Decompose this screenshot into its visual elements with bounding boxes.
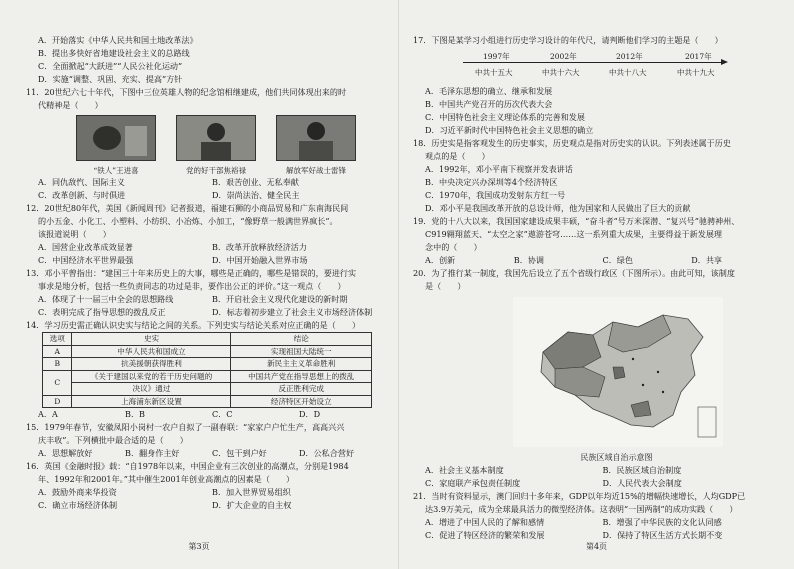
option-c: C．中国特色社会主义理论体系的完善和发展: [425, 112, 585, 122]
timeline-year: 1997年: [483, 52, 510, 61]
question-stem: 是（ ）: [425, 281, 466, 291]
option-c: C．全面掀起“大跃进”“人民公社化运动”: [38, 61, 183, 71]
question-10-options: [26, 34, 386, 86]
option-b: B．开启社会主义现代化建设的新时期: [212, 294, 348, 304]
fact-conclusion-table: [42, 332, 372, 408]
option-a: A．开始落实《中华人民共和国土地改革法》: [38, 35, 198, 45]
option-a: A．鼓励外商来华投资: [38, 487, 117, 497]
timeline-label: 中共十五大: [475, 68, 513, 77]
question-stem: 的小五金、小化工、小塑料、小纺织、小冶炼、小加工，“像野草一般满世界疯长”。: [38, 216, 338, 226]
option-b: B．民族区域自治制度: [602, 465, 682, 475]
question-18: [413, 137, 780, 215]
table-cell: 实现祖国大陆统一: [231, 345, 372, 358]
question-21: [413, 490, 780, 542]
option-c: C．包干到户好: [212, 448, 267, 458]
option-a: A．同仇敌忾、国际主义: [38, 177, 125, 187]
timeline-ruler: [423, 49, 753, 83]
table-cell: 反正胜利完成: [231, 383, 372, 396]
photo-jiao-yulu: [176, 115, 256, 176]
photo-lei-feng: [276, 115, 356, 176]
question-stem: 12．20世纪80年代，美国《新闻周刊》记者报道，福建石狮的小商品贸易和广东南海民间: [26, 203, 349, 213]
question-stem: 达3.9万美元，成为全球最具活力的微型经济体。这表明“一国两制”的成功实践（ ）: [425, 504, 738, 514]
table-row: [43, 370, 372, 383]
question-stem: 观点的是（ ）: [425, 151, 490, 161]
option-b: B．艰苦创业、无私奉献: [212, 177, 299, 187]
question-17: [413, 34, 780, 137]
answer-options: [26, 176, 386, 202]
option-a: A．国营企业改革成效显著: [38, 242, 133, 252]
question-stem: 14．学习历史需正确认识史实与结论之间的关系。下列史实与结论关系对应正确的是（ ）: [26, 320, 361, 330]
exam-page-4: [398, 0, 794, 569]
timeline-year: 2012年: [616, 52, 643, 61]
option-b: B．中国共产党召开的历次代表大会: [425, 99, 553, 109]
arrow-right-icon: [721, 59, 728, 65]
option-d: D．公私合营好: [299, 448, 355, 458]
question-stem: 13．邓小平曾指出：“建国三十年来历史上的大事，哪些是正确的，哪些是错误的，要进行实: [26, 268, 357, 278]
option-d: D．保持了特区生活方式长期不变: [602, 530, 723, 540]
question-16: [26, 460, 386, 512]
photo-caption: 党的好干部焦裕禄: [186, 166, 246, 175]
table-row: [43, 383, 372, 396]
option-d: D．实施“调整、巩固、充实、提高”方针: [38, 74, 183, 84]
table-cell: 新民主主义革命胜利: [231, 358, 372, 371]
option-a: A．思想解放好: [38, 448, 93, 458]
option-c: C．1970年，我国成功发射东方红一号: [425, 190, 566, 200]
question-stem: 事求是地分析，包括一些负责同志的功过是非，要作出公正的评价。”这一观点（ ）: [38, 281, 346, 291]
table-cell: 中华人民共和国成立: [72, 345, 231, 358]
hero-photo-image: [76, 115, 156, 161]
question-stem: 19．党的十八大以来，我国国家建设成果丰硕，“奋斗者”号万米深潜、“复兴号”驰骋神州、: [413, 216, 740, 226]
table-header-cell: 结论: [231, 333, 372, 346]
question-stem: 11．20世纪六七十年代，下图中三位英雄人物的纪念馆相继建成，他们共同体现出来的时: [26, 87, 347, 97]
table-cell: 《关于建国以来党的若干历史问题的: [72, 370, 231, 383]
question-stem: C919翱翔蓝天、“太空之家”遨游苍穹……这一系列重大成果，主要得益于新发展理: [425, 229, 723, 239]
option-a: A．A: [38, 409, 58, 419]
option-d: D．崇尚法治、健全民主: [212, 190, 300, 200]
answer-options: [26, 447, 386, 460]
table-header: [43, 333, 372, 346]
question-15: [26, 421, 386, 460]
question-stem: 念中的（ ）: [425, 242, 482, 252]
option-d: D．人民代表大会制度: [602, 478, 682, 488]
question-11: [26, 86, 386, 202]
answer-options: [26, 293, 386, 319]
option-d: D．D: [299, 409, 321, 419]
option-b: B．改革开放释放经济活力: [212, 242, 307, 252]
question-12: [26, 202, 386, 267]
question-13: [26, 267, 386, 319]
option-d: D．中国开始融入世界市场: [212, 255, 308, 265]
option-a: A．体现了十一届三中全会的思想路线: [38, 294, 174, 304]
table-cell: 经济特区开始设立: [231, 395, 372, 408]
table-header-cell: 选项: [43, 333, 72, 346]
option-c: C．中国经济水平世界最强: [38, 255, 134, 265]
option-d: D．标志着初步建立了社会主义市场经济体制: [212, 307, 373, 317]
question-stem: 21．当时有资料显示，澳门回归十多年来，GDP以年均近15%的增幅快速增长，人均GDP已: [413, 491, 746, 501]
answer-options: [26, 486, 386, 512]
answer-options: [26, 241, 386, 267]
china-autonomous-regions-map: [513, 297, 723, 447]
question-stem: 该报道说明（ ）: [38, 229, 111, 239]
table-header-cell: 史实: [72, 333, 231, 346]
option-b: B．增强了中华民族的文化认同感: [602, 517, 722, 527]
table-cell: C: [43, 370, 72, 395]
question-stem: 15．1979年春节，安徽凤阳小岗村一农户自拟了一副春联：“家家户户忙生产，高高兴兴: [26, 422, 345, 432]
timeline-label: 中共十六大: [542, 68, 580, 77]
option-b: B．提出多快好省地建设社会主义的总路线: [38, 48, 190, 58]
page-number: 第3页: [188, 542, 210, 551]
question-stem: 16．英国《金融时报》载：“自1978年以来，中国企业有三次创业的高潮点，分别是1984: [26, 461, 349, 471]
option-a: A．社会主义基本制度: [425, 465, 504, 475]
option-d: D．扩大企业的自主权: [212, 500, 292, 510]
question-stem: 20．为了推行某一制度，我国先后设立了五个省级行政区（下图所示）。由此可知，该制度: [413, 268, 735, 278]
option-c: C．家庭联产承包责任制度: [425, 478, 521, 488]
question-14: [26, 319, 386, 421]
table-row: [43, 345, 372, 358]
timeline-year: 2017年: [685, 52, 712, 61]
option-c: C．C: [212, 409, 233, 419]
table-cell: 决议》通过: [72, 383, 231, 396]
option-c: C．绿色: [602, 255, 633, 265]
option-b: B．B: [125, 409, 145, 419]
table-row: [43, 395, 372, 408]
option-b: B．协调: [513, 255, 544, 265]
option-c: C．确立市场经济体制: [38, 500, 118, 510]
hero-photos: [66, 115, 366, 176]
question-stem: 年、1992年和2001年。”其中催生2001年创业高潮点的因素是（ ）: [38, 474, 295, 484]
option-d: D．共享: [691, 255, 723, 265]
timeline-year: 2002年: [550, 52, 577, 61]
answer-options: [413, 464, 780, 490]
page-number: 第4页: [585, 542, 608, 551]
table-cell: B: [43, 358, 72, 371]
answer-options: [413, 516, 780, 542]
option-c: C．促进了特区经济的繁荣和发展: [425, 530, 545, 540]
photo-caption: 解放军好战士雷锋: [286, 166, 346, 175]
table-row: [43, 358, 372, 371]
table-cell: A: [43, 345, 72, 358]
question-stem: 18．历史实是指客观发生的历史事实，历史观点是指对历史实的认识。下列表述属于历史: [413, 138, 731, 148]
table-cell: D: [43, 395, 72, 408]
hero-photo-image: [176, 115, 256, 161]
table-cell: 中国共产党在指导思想上的拨乱: [231, 370, 372, 383]
table-cell: 上海浦东新区设置: [72, 395, 231, 408]
option-b: B．加入世界贸易组织: [212, 487, 291, 497]
question-stem: 代精神是（ ）: [38, 100, 103, 110]
option-b: B．中央决定兴办深圳等4个经济特区: [425, 177, 558, 187]
question-20: [413, 267, 780, 490]
option-d: D．邓小平是我国改革开放的总设计师，他为国家和人民做出了巨大的贡献: [425, 203, 691, 213]
map-caption: 民族区域自治示意图: [580, 453, 653, 462]
timeline-label: 中共十八大: [609, 68, 647, 77]
table-cell: 抗美援朝获得胜利: [72, 358, 231, 371]
option-a: A．创新: [425, 255, 456, 265]
question-stem: 17．下图是某学习小组进行历史学习设计的年代尺，请判断他们学习的主题是（ ）: [413, 35, 723, 45]
option-a: A．1992年，邓小平南下视察并发表讲话: [425, 164, 573, 174]
photo-caption: “铁人”王进喜: [93, 166, 139, 175]
option-c: C．改革创新、与时俱进: [38, 190, 126, 200]
option-a: A．毛泽东思想的确立、继承和发展: [425, 86, 553, 96]
answer-options: [413, 254, 780, 267]
option-b: B．翻身作主好: [125, 448, 180, 458]
question-19: [413, 215, 780, 267]
option-d: D．习近平新时代中国特色社会主义思想的确立: [425, 125, 594, 135]
hero-photo-image: [276, 115, 356, 161]
timeline-label: 中共十九大: [677, 68, 715, 77]
answer-options: [26, 408, 386, 421]
photo-wang-jinxi: [76, 115, 156, 176]
question-stem: 庆丰收”。下列横批中最合适的是（ ）: [38, 435, 188, 445]
option-c: C．表明完成了指导思想的拨乱反正: [38, 307, 166, 317]
option-a: A．增进了中国人民的了解和感情: [425, 517, 545, 527]
